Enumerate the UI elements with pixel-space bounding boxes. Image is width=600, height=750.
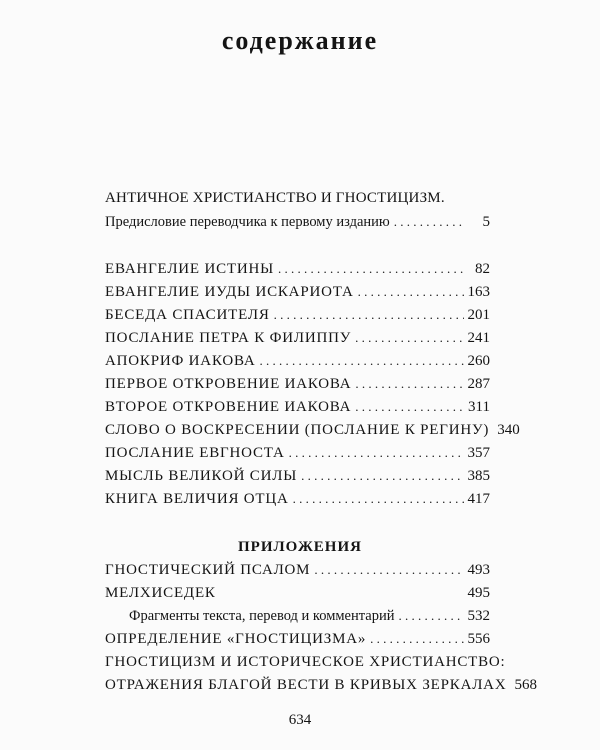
toc-row[interactable]: [105, 353, 490, 375]
toc-page: 532: [467, 608, 490, 624]
toc-title: КНИГА ВЕЛИЧИЯ ОТЦА: [105, 491, 289, 507]
toc-leader: [394, 214, 464, 231]
toc-row[interactable]: [105, 445, 490, 467]
appendix-heading: ПРИЛОЖЕНИЯ: [238, 539, 362, 555]
toc-page: 385: [467, 468, 490, 484]
toc-title: ЕВАНГЕЛИЕ ИСТИНЫ: [105, 261, 274, 277]
toc-leader: [398, 608, 463, 625]
page-number: 634: [288, 712, 312, 728]
toc-row[interactable]: [105, 585, 490, 607]
toc-title: Фрагменты текста, перевод и комментарий: [129, 608, 395, 624]
toc-leader: [301, 468, 463, 485]
toc-title: БЕСЕДА СПАСИТЕЛЯ: [105, 307, 270, 323]
toc-row[interactable]: [105, 608, 490, 630]
toc-title: МЫСЛЬ ВЕЛИКОЙ СИЛЫ: [105, 468, 298, 484]
toc-leader: [358, 284, 464, 301]
toc-leader: [370, 631, 463, 648]
toc-leader: [289, 445, 464, 462]
toc-page: 82: [475, 261, 490, 277]
toc-leader: [355, 399, 464, 416]
toc-row[interactable]: [105, 284, 490, 306]
toc-title: ВТОРОЕ ОТКРОВЕНИЕ ИАКОВА: [105, 399, 352, 415]
toc-page: 5: [482, 214, 490, 230]
toc-row[interactable]: [105, 677, 537, 699]
toc-leader: [293, 491, 464, 508]
toc-row[interactable]: [105, 491, 490, 513]
toc-title: ПОСЛАНИЕ ПЕТРА К ФИЛИППУ: [105, 330, 352, 346]
toc-row[interactable]: [105, 307, 490, 329]
toc-page: 311: [468, 399, 490, 415]
toc-page: 241: [467, 330, 490, 346]
toc-page: 357: [467, 445, 490, 461]
toc-row[interactable]: [105, 376, 490, 398]
toc-page: 340: [497, 422, 520, 438]
toc-page: 493: [467, 562, 490, 578]
toc-title-line1: ГНОСТИЦИЗМ И ИСТОРИЧЕСКОЕ ХРИСТИАНСТВО:: [105, 654, 506, 670]
toc-leader: [355, 330, 463, 347]
toc-row[interactable]: [105, 422, 520, 444]
toc-title: ПОСЛАНИЕ ЕВГНОСТА: [105, 445, 285, 461]
toc-row[interactable]: [105, 631, 490, 653]
toc-page: 556: [467, 631, 490, 647]
toc-page: 417: [467, 491, 490, 507]
toc-title: ЕВАНГЕЛИЕ ИУДЫ ИСКАРИОТА: [105, 284, 354, 300]
toc-row[interactable]: [105, 468, 490, 490]
toc-page: 163: [467, 284, 490, 300]
toc-page: 495: [467, 585, 490, 601]
toc-row[interactable]: [105, 399, 490, 421]
toc-leader: [355, 376, 463, 393]
toc-row[interactable]: [105, 330, 490, 352]
intro-heading: АНТИЧНОЕ ХРИСТИАНСТВО И ГНОСТИЦИЗМ.: [105, 190, 445, 206]
toc-page: 568: [514, 677, 537, 693]
toc-title: ОПРЕДЕЛЕНИЕ «ГНОСТИЦИЗМА»: [105, 631, 367, 647]
toc-leader: [260, 353, 464, 370]
toc-title: ГНОСТИЧЕСКИЙ ПСАЛОМ: [105, 562, 311, 578]
toc-leader: [314, 562, 463, 579]
toc-page: 201: [467, 307, 490, 323]
toc-title: МЕЛХИСЕДЕК: [105, 585, 216, 601]
toc-title: ПЕРВОЕ ОТКРОВЕНИЕ ИАКОВА: [105, 376, 352, 392]
page-title: содержание: [221, 26, 379, 55]
toc-title: АПОКРИФ ИАКОВА: [105, 353, 256, 369]
toc-leader: [274, 307, 464, 324]
toc-row[interactable]: [105, 261, 490, 283]
toc-leader: [278, 261, 464, 278]
toc-title: СЛОВО О ВОСКРЕСЕНИИ (ПОСЛАНИЕ К РЕГИНУ): [105, 422, 490, 438]
toc-title: Предисловие переводчика к первому изданию: [105, 214, 390, 230]
toc-row[interactable]: [105, 562, 490, 584]
toc-title: ОТРАЖЕНИЯ БЛАГОЙ ВЕСТИ В КРИВЫХ ЗЕРКАЛАХ: [105, 677, 507, 693]
toc-page: 260: [467, 353, 490, 369]
toc-page: 287: [467, 376, 490, 392]
toc-row-preface[interactable]: [105, 214, 490, 236]
